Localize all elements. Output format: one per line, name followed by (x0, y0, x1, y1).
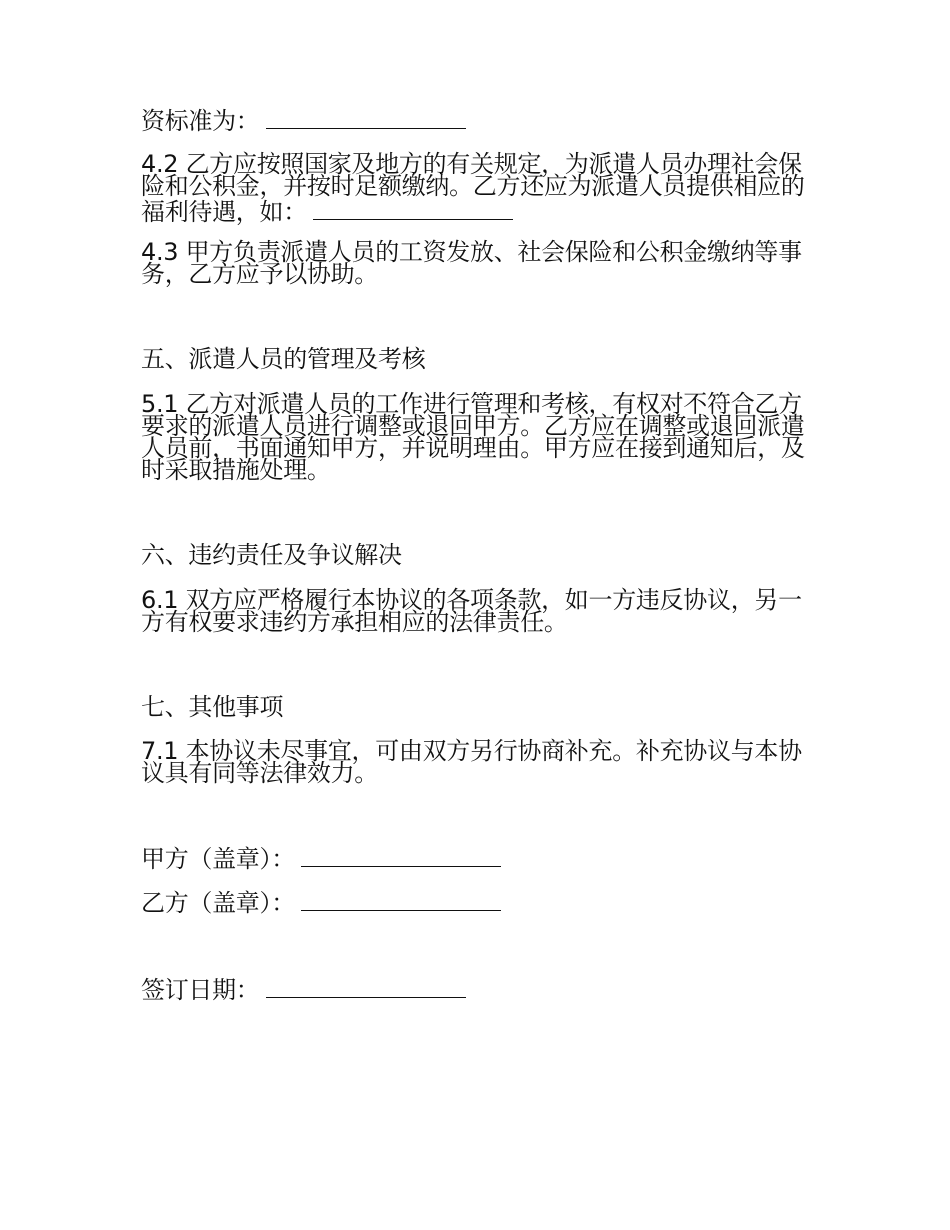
welfare-blank (313, 197, 513, 220)
clause-4-2-text: 4.2 乙方应按照国家及地方的有关规定，为派遣人员办理社会保险和公积金，并按时足额缴纳。乙方还应为派遣人员提供相应的福利待遇，如： (141, 150, 805, 226)
clause-7-1: 7.1 本协议未尽事宜，可由双方另行协商补充。补充协议与本协议具有同等法律效力。 (141, 737, 802, 787)
qualification-label: 资标准为： (141, 107, 260, 135)
party-a-seal-blank (301, 844, 501, 867)
section-7-heading: 七、其他事项 (141, 693, 284, 721)
signing-date-line (141, 975, 466, 1005)
clause-5-1: 5.1 乙方对派遣人员的工作进行管理和考核，有权对不符合乙方要求的派遣人员进行调整或退回甲方。乙方应在调整或退回派遣人员前，书面通知甲方，并说明理由。甲方应在接到通知后，及时采取措施处理。 (141, 390, 805, 484)
clause-4-3: 4.3 甲方负责派遣人员的工资发放、社会保险和公积金缴纳等事务，乙方应予以协助。 (141, 238, 802, 288)
signing-date-label: 签订日期： (141, 976, 260, 1004)
party-b-seal-line (141, 888, 501, 918)
qualification-line (141, 106, 466, 136)
signing-date-blank (266, 975, 466, 998)
qualification-blank (266, 106, 466, 129)
party-b-seal-label: 乙方（盖章）： (141, 889, 295, 917)
section-6-heading: 六、违约责任及争议解决 (141, 541, 402, 569)
clause-4-2 (141, 150, 813, 226)
party-a-seal-line (141, 844, 501, 874)
party-a-seal-label: 甲方（盖章）： (141, 845, 295, 873)
party-b-seal-blank (301, 888, 501, 911)
section-5-heading: 五、派遣人员的管理及考核 (141, 345, 426, 373)
clause-6-1: 6.1 双方应严格履行本协议的各项条款，如一方违反协议，另一方有权要求违约方承担相应的法律责任。 (141, 586, 802, 636)
